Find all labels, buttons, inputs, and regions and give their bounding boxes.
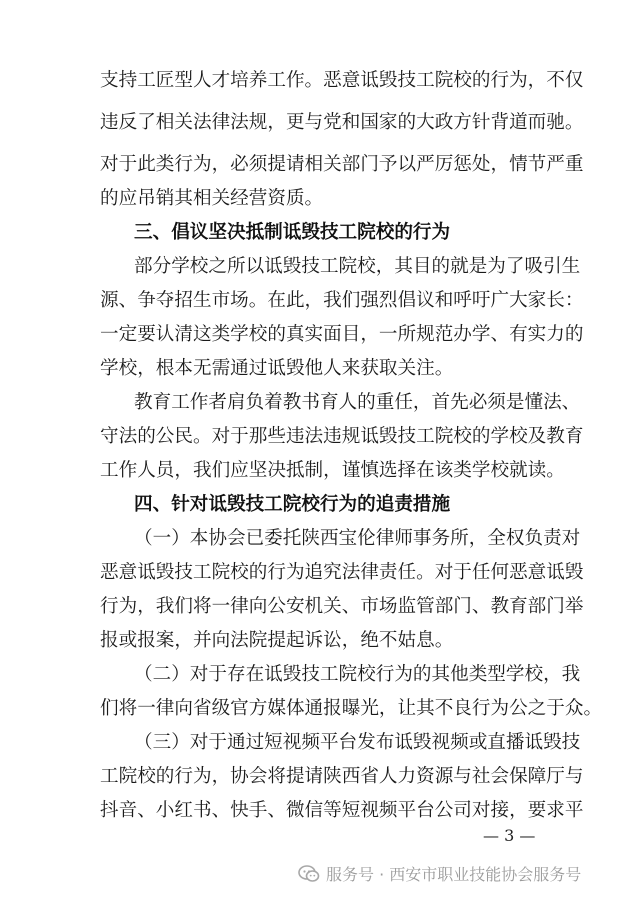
body-line: 对于此类行为，必须提请相关部门予以严厉惩处，情节严重 [100, 154, 584, 175]
watermark [298, 862, 581, 885]
body-line: 们将一律向省级官方媒体通报曝光，让其不良行为公之于众。 [100, 698, 603, 719]
body-line: 工作人员，我们应坚决抵制，谨慎选择在该类学校就读。 [100, 460, 565, 481]
body-line: 支持工匠型人才培养工作。恶意诋毁技工院校的行为，不仅 [100, 70, 584, 91]
body-line: 一定要认清这类学校的真实面目，一所规范办学、有实力的 [100, 324, 584, 345]
body-line: （二）对于存在诋毁技工院校行为的其他类型学校，我 [134, 664, 581, 685]
body-line: 源、争夺招生市场。在此，我们强烈倡议和呼吁广大家长： [100, 290, 584, 311]
body-line: 工院校的行为，协会将提请陕西省人力资源与社会保障厅与 [100, 766, 584, 787]
body-line: 报或报案，并向法院提起诉讼，绝不姑息。 [100, 630, 454, 651]
body-line: 恶意诋毁技工院校的行为追究法律责任。对于任何恶意诋毁 [100, 562, 584, 583]
body-line: 行为，我们将一律向公安机关、市场监管部门、教育部门举 [100, 596, 584, 617]
body-line: 部分学校之所以诋毁技工院校，其目的就是为了吸引生 [134, 256, 581, 277]
section-heading-3: 三、倡议坚决抵制诋毁技工院校的行为 [134, 222, 451, 243]
wechat-service-icon [298, 864, 320, 884]
body-line: 违反了相关法律法规，更与党和国家的大政方针背道而驰。 [100, 112, 584, 133]
page-number: — 3 — [483, 826, 536, 845]
watermark-text: 服务号 · 西安市职业技能协会服务号 [326, 865, 582, 884]
body-line: 学校，根本无需通过诋毁他人来获取关注。 [100, 358, 454, 379]
body-line: （一）本协会已委托陕西宝伦律师事务所，全权负责对 [134, 528, 581, 549]
body-line: 的应吊销其相关经营资质。 [100, 188, 324, 209]
body-line: 守法的公民。对于那些违法违规诋毁技工院校的学校及教育 [100, 426, 584, 447]
body-line: 抖音、小红书、快手、微信等短视频平台公司对接，要求平 [100, 800, 584, 821]
section-heading-4: 四、针对诋毁技工院校行为的追责措施 [134, 494, 451, 515]
body-line: （三）对于通过短视频平台发布诋毁视频或直播诋毁技 [134, 732, 581, 753]
body-line: 教育工作者肩负着教书育人的重任，首先必须是懂法、 [134, 392, 581, 413]
